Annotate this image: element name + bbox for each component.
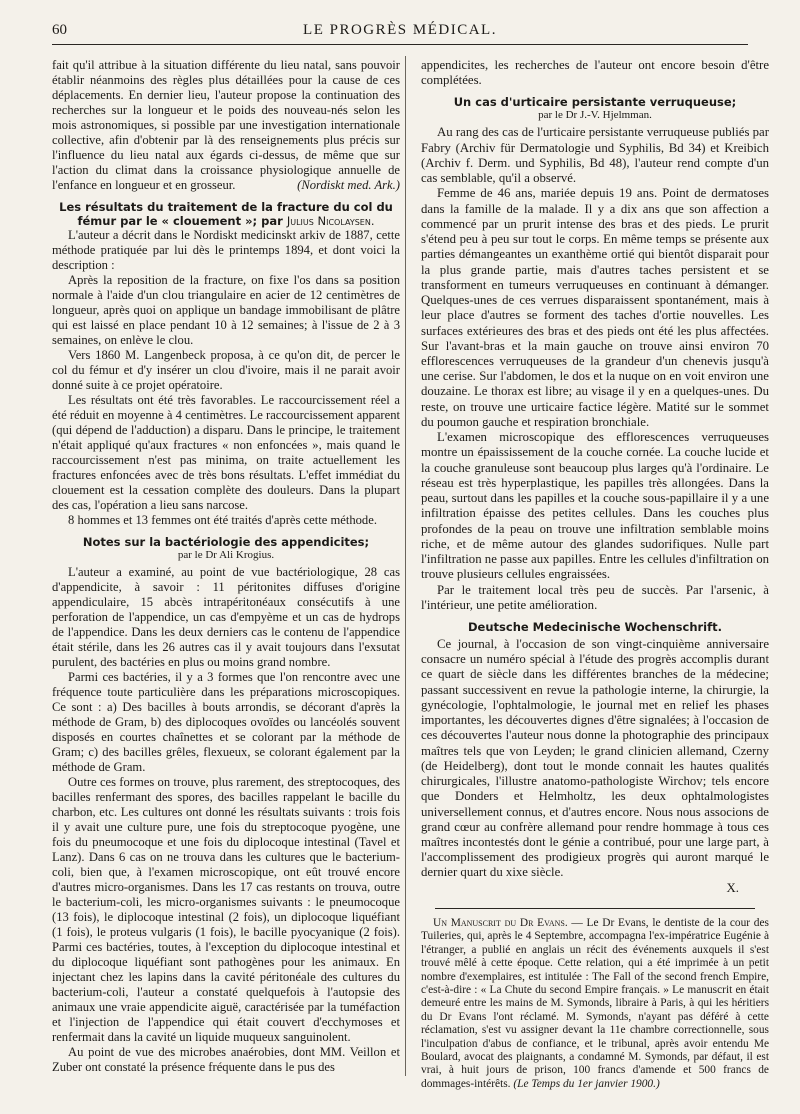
notice-text: — Le Dr Evans, le dentiste de la cour des Tuileries, qui, après le 4 Septembre, accompagna l'ex-impératrice Eugénie à l'étranger, a publié en anglais un récit des événements auxquels il s'est trouvé mêlé à cette époque. Cette relation, qui a été imprimée à un petit nombre d'exemplaires, est intitulée : The Fall of the second french Empire, c'est-à-dire : « La Chute du second Empire français. » Le manuscrit en était demeuré entre les mains de M. Symonds, libraire à Paris, à qui les héritiers du Dr Evans l'ont réclamé. M. Symonds, n'ayant pas déféré à cette réclamation, s'est vu assigner devant la 11e chambre correctionnelle, sous l'inculpation d'abus de confiance, et le tribunal, après avoir entendu Me Boulard, avocat des plaignants, a condamné M. Symonds, par défaut, il est vrai, à huit jours de prison, 100 francs d'amende et 500 francs de dommages-intérêts. bbox=[421, 916, 769, 1090]
news-notice bbox=[421, 917, 769, 1091]
article-author: par le Dr J.-V. Hjelmman. bbox=[538, 109, 652, 122]
paragraph: L'auteur a décrit dans le Nordiskt medicinskt arkiv de 1887, cette méthode pratiquée par lui dès le printemps 1894, et dont voici la description : bbox=[52, 228, 400, 272]
page-number: 60 bbox=[52, 22, 67, 38]
article-title: Deutsche Medecinische Wochenschrift. bbox=[468, 619, 722, 634]
source-citation: (Nordiskt med. Ark.) bbox=[297, 178, 400, 192]
continued-text: appendicites, les recherches de l'auteur ont encore besoin d'être complétées. bbox=[421, 58, 769, 88]
article-author: par le Dr Ali Krogius. bbox=[177, 549, 275, 561]
column-divider bbox=[405, 56, 406, 1076]
notice-source: (Le Temps du 1er janvier 1900.) bbox=[513, 1077, 660, 1090]
paragraph: Ce journal, à l'occasion de son vingt-cinquième anniversaire consacre un numéro spécial à l'étude des progrès accomplis durant ce quart de siècle dans les différentes branches de la médecine; passant successivent en revue la pathologie interne, la chirurgie, la gynécologie, l'ophtalmologie, le journal met en relief les phases importantes, les découvertes dignes d'être signalées; à l'occasion de ces découvertes l'auteur nous donne la photographie des principaux maîtres tels que von Leyden; le grand clinicien allemand, Czerny (de Heidelberg), dont tout le monde connait les hautes qualités chirurgicales, l'illustre anatomo-pathologiste Wirchov; tels encore que Donders et Helmholtz, les deux ophtalmologistes universellement connus, et d'autres encore. Nous nous associons de grand cœur au confrère allemand pour rendre hommage à tous ces maîtres incontestés dont le génie a contribué, pour une large part, à l'accomplissement des prodigieux progrès qui auront marqué le dernier quart du xixe siècle. bbox=[421, 636, 769, 880]
article-title: Notes sur la bactériologie des appendicites; bbox=[82, 535, 370, 549]
paragraph: Femme de 46 ans, mariée depuis 19 ans. Point de dermatoses dans la famille de la malade. Il y a dix ans que son affection a commencé par un prurit intense des bras et des pieds. Le prurit s'étend peu à peu sur tout le corps. En même temps se présente aux parties démangeantes un exanthème ortié qui bientôt disparait pour la plus grande partie, mais d'autres taches persistent et se transforment en tumeurs verruqueuses en continuant à démanger. Quelques-unes de ces verrues disparaissent spontanément, mais à leur place d'autres se forment des taches d'ortie nouvelles. Les surfaces extérieures des bras et des pieds ont été les plus affectées. Sur l'avant-bras et la main gauche on trouve ainsi environ 70 efflorescences verruqueuses de la grandeur d'un chenevis jusqu'à une cerise. Sur l'abdomen, le dos et la nuque on en voit environ une douzaine. Le thorax est libre; au visage il y en a quelques-unes. Du reste, on trouve une urticaire factice légère. Matité sur le sommet du poumon gauche et respiration bronchiale. bbox=[421, 186, 769, 429]
article-title: Un cas d'urticaire persistante verruqueuse; bbox=[453, 95, 737, 110]
article-title: Les résultats du traitement de la fracture du col du fémur par le « clouement »; par Julius Nicolaysen. bbox=[59, 200, 393, 228]
paragraph: Les résultats ont été très favorables. Le raccourcissement réel a été réduit en moyenne à 4 centimètres. Le raccourcissement apparent (qui dépend de l'adduction) a disparu. Dans le principe, le traitement n'était appliqué qu'aux fractures « non enfoncées », mais quand le raccourcissement n'est pas minima, on traite actuellement les fractures enfoncées avec de très bons résultats. L'effet immédiat du clouement est la cessation complète des douleurs. Dans la plupart des cas, l'opération a lieu sans narcose. bbox=[52, 393, 400, 512]
page-header bbox=[52, 22, 748, 44]
right-column bbox=[421, 58, 769, 1091]
paragraph: Parmi ces bactéries, il y a 3 formes que l'on rencontre avec une fréquence toute particulière dans les préparations microscopiques. Ce sont : a) Des bacilles à bouts arrondis, se décorant d'après la méthode de Gram, b) des diplocoques ovoïdes ou lancéolés souvent disposés en courtes chaînettes et se colorant par la méthode de Gram; c) des bacilles grêles, flexueux, se colorant également par la méthode de Gram. bbox=[52, 670, 400, 774]
paragraph: L'auteur a examiné, au point de vue bactériologique, 28 cas d'appendicite, à savoir : 11 péritonites diffuses d'origine appendiculaire, 15 abcès intrapéritonéaux consécutifs à une perforation de l'appendice, un cas d'empyème et un cas de hydrops de l'appendice. Dans les deux derniers cas le contenu de l'appendice était stérile, dans les 26 autres cas il y avait toujours dans l'exsutat purulent, des bactéries en plus ou moins grand nombre. bbox=[52, 565, 400, 669]
paragraph: Outre ces formes on trouve, plus rarement, des streptocoques, des bacilles renfermant des spores, des bacilles rappelant le bacille du charbon, etc. Les cultures ont donné les résultats suivants : trois fois il y avait une culture pure, une fois du streptocoque pyogène, une fois du pneumocoque et une fois du diplocoque intestinal (Tavel et Lanz). Dans 6 cas on ne trouva dans les cultures que le bacterium-coli, bien que, à l'examen microscopique, ont eût trouvé encore d'autres micro-organismes. Dans les 17 cas restants on trouva, outre le bacterium-coli, les micro-organismes suivants : le pneumocoque (13 fois), le diplocoque intestinal (2 fois), un diplocoque liquéfiant (1 fois), le proteus vulgaris (1 fois), le bacille pyocyanique (2 fois). Parmi ces bactéries, toutes, à l'exception du diplocoque intestinal et du diplocoque liquéfiant sont pathogènes pour les animaux. En injectant chez les lapins dans la cavité péritonéale des cultures du bacterium-coli, l'auteur a constaté quelquefois à l'autopsie des animaux une vraie appendicite aiguë, caractérisée par la tuméfaction et l'injection de l'appendice qui était couvert d'ecchymoses et renfermait dans la cavité un liquide muqueux sanguinolent. bbox=[52, 775, 400, 1044]
notice-lead: Un Manuscrit du Dr Evans. bbox=[433, 916, 568, 929]
separator-rule bbox=[435, 908, 755, 909]
paragraph: Au point de vue des microbes anaérobies, dont MM. Veillon et Zuber ont constaté la présence fréquente dans le pus des bbox=[52, 1045, 400, 1074]
paragraph: Par le traitement local très peu de succès. Par l'arsenic, à l'intérieur, une petite amélioration. bbox=[421, 582, 769, 612]
paragraph: Après la reposition de la fracture, on fixe l'os dans sa position normale à l'aide d'un clou triangulaire en acier de 12 centimètres de longueur, après quoi on applique un bandage immobilisant de plâtre qui est laissé en place pendant 10 à 12 semaines; à l'issue de 2 à 3 semaines, on enlève le clou. bbox=[52, 273, 400, 347]
article-author: Julius Nicolaysen. bbox=[286, 214, 375, 228]
running-title: LE PROGRÈS MÉDICAL. bbox=[303, 22, 497, 38]
paragraph: L'examen microscopique des efflorescences verruqueuses montre un épaississement de la couche cornée. La couche lucide et la couche granuleuse sont beaucoup plus larges qu'à l'ordinaire. Le réseau est très hyperplastique, les papilles très allongées. Dans la peau, surtout dans les papilles et la couche sous-papillaire il y a une infiltration épaisse des petites cellules. Dans les couches plus profondes de la peau on trouve une infiltration semblable moins riche, et de même autour des glandes sudorifiques. Nulle part l'infiltration ne passe aux papilles. Entre les cellules d'infiltration on trouve plusieurs cellules engraissées. bbox=[421, 430, 769, 582]
left-column bbox=[52, 58, 400, 1075]
paragraph: 8 hommes et 13 femmes ont été traités d'après cette méthode. bbox=[68, 513, 377, 527]
paragraph: Vers 1860 M. Langenbeck proposa, à ce qu'on dit, de percer le col du fémur et d'y insérer un clou d'ivoire, mais il ne parait avoir donné suite à ce projet opératoire. bbox=[52, 348, 400, 392]
paragraph: Au rang des cas de l'urticaire persistante verruqueuse publiés par Fabry (Archiv für Dermatologie und Syphilis, Bd 34) et Kreibich (Archiv f. Derm. und Syphilis, Bd 48), l'auteur rend compte d'un cas semblable, qu'il a observé. bbox=[421, 125, 769, 186]
header-rule bbox=[52, 44, 748, 45]
signature: X. bbox=[726, 880, 739, 895]
continued-text: fait qu'il attribue à la situation différente du lieu natal, sans pouvoir établir néanmoins des règles plus détaillées pour la cause de ces déplacements. En dernier lieu, l'auteur propose la continuation des recherches sur la longueur et le poids des nouveau-nés selon les mois astronomiques, si possible par une investigation internationale collective, afin d'obtenir par là des renseignements plus précis sur l'influence du lieu natal aux égards ci-dessus, de même que sur l'action du climat dans la croissance physiologique annuelle de l'enfance en longueur et en grosseur. (Nordiskt med. Ark.) bbox=[52, 58, 400, 192]
